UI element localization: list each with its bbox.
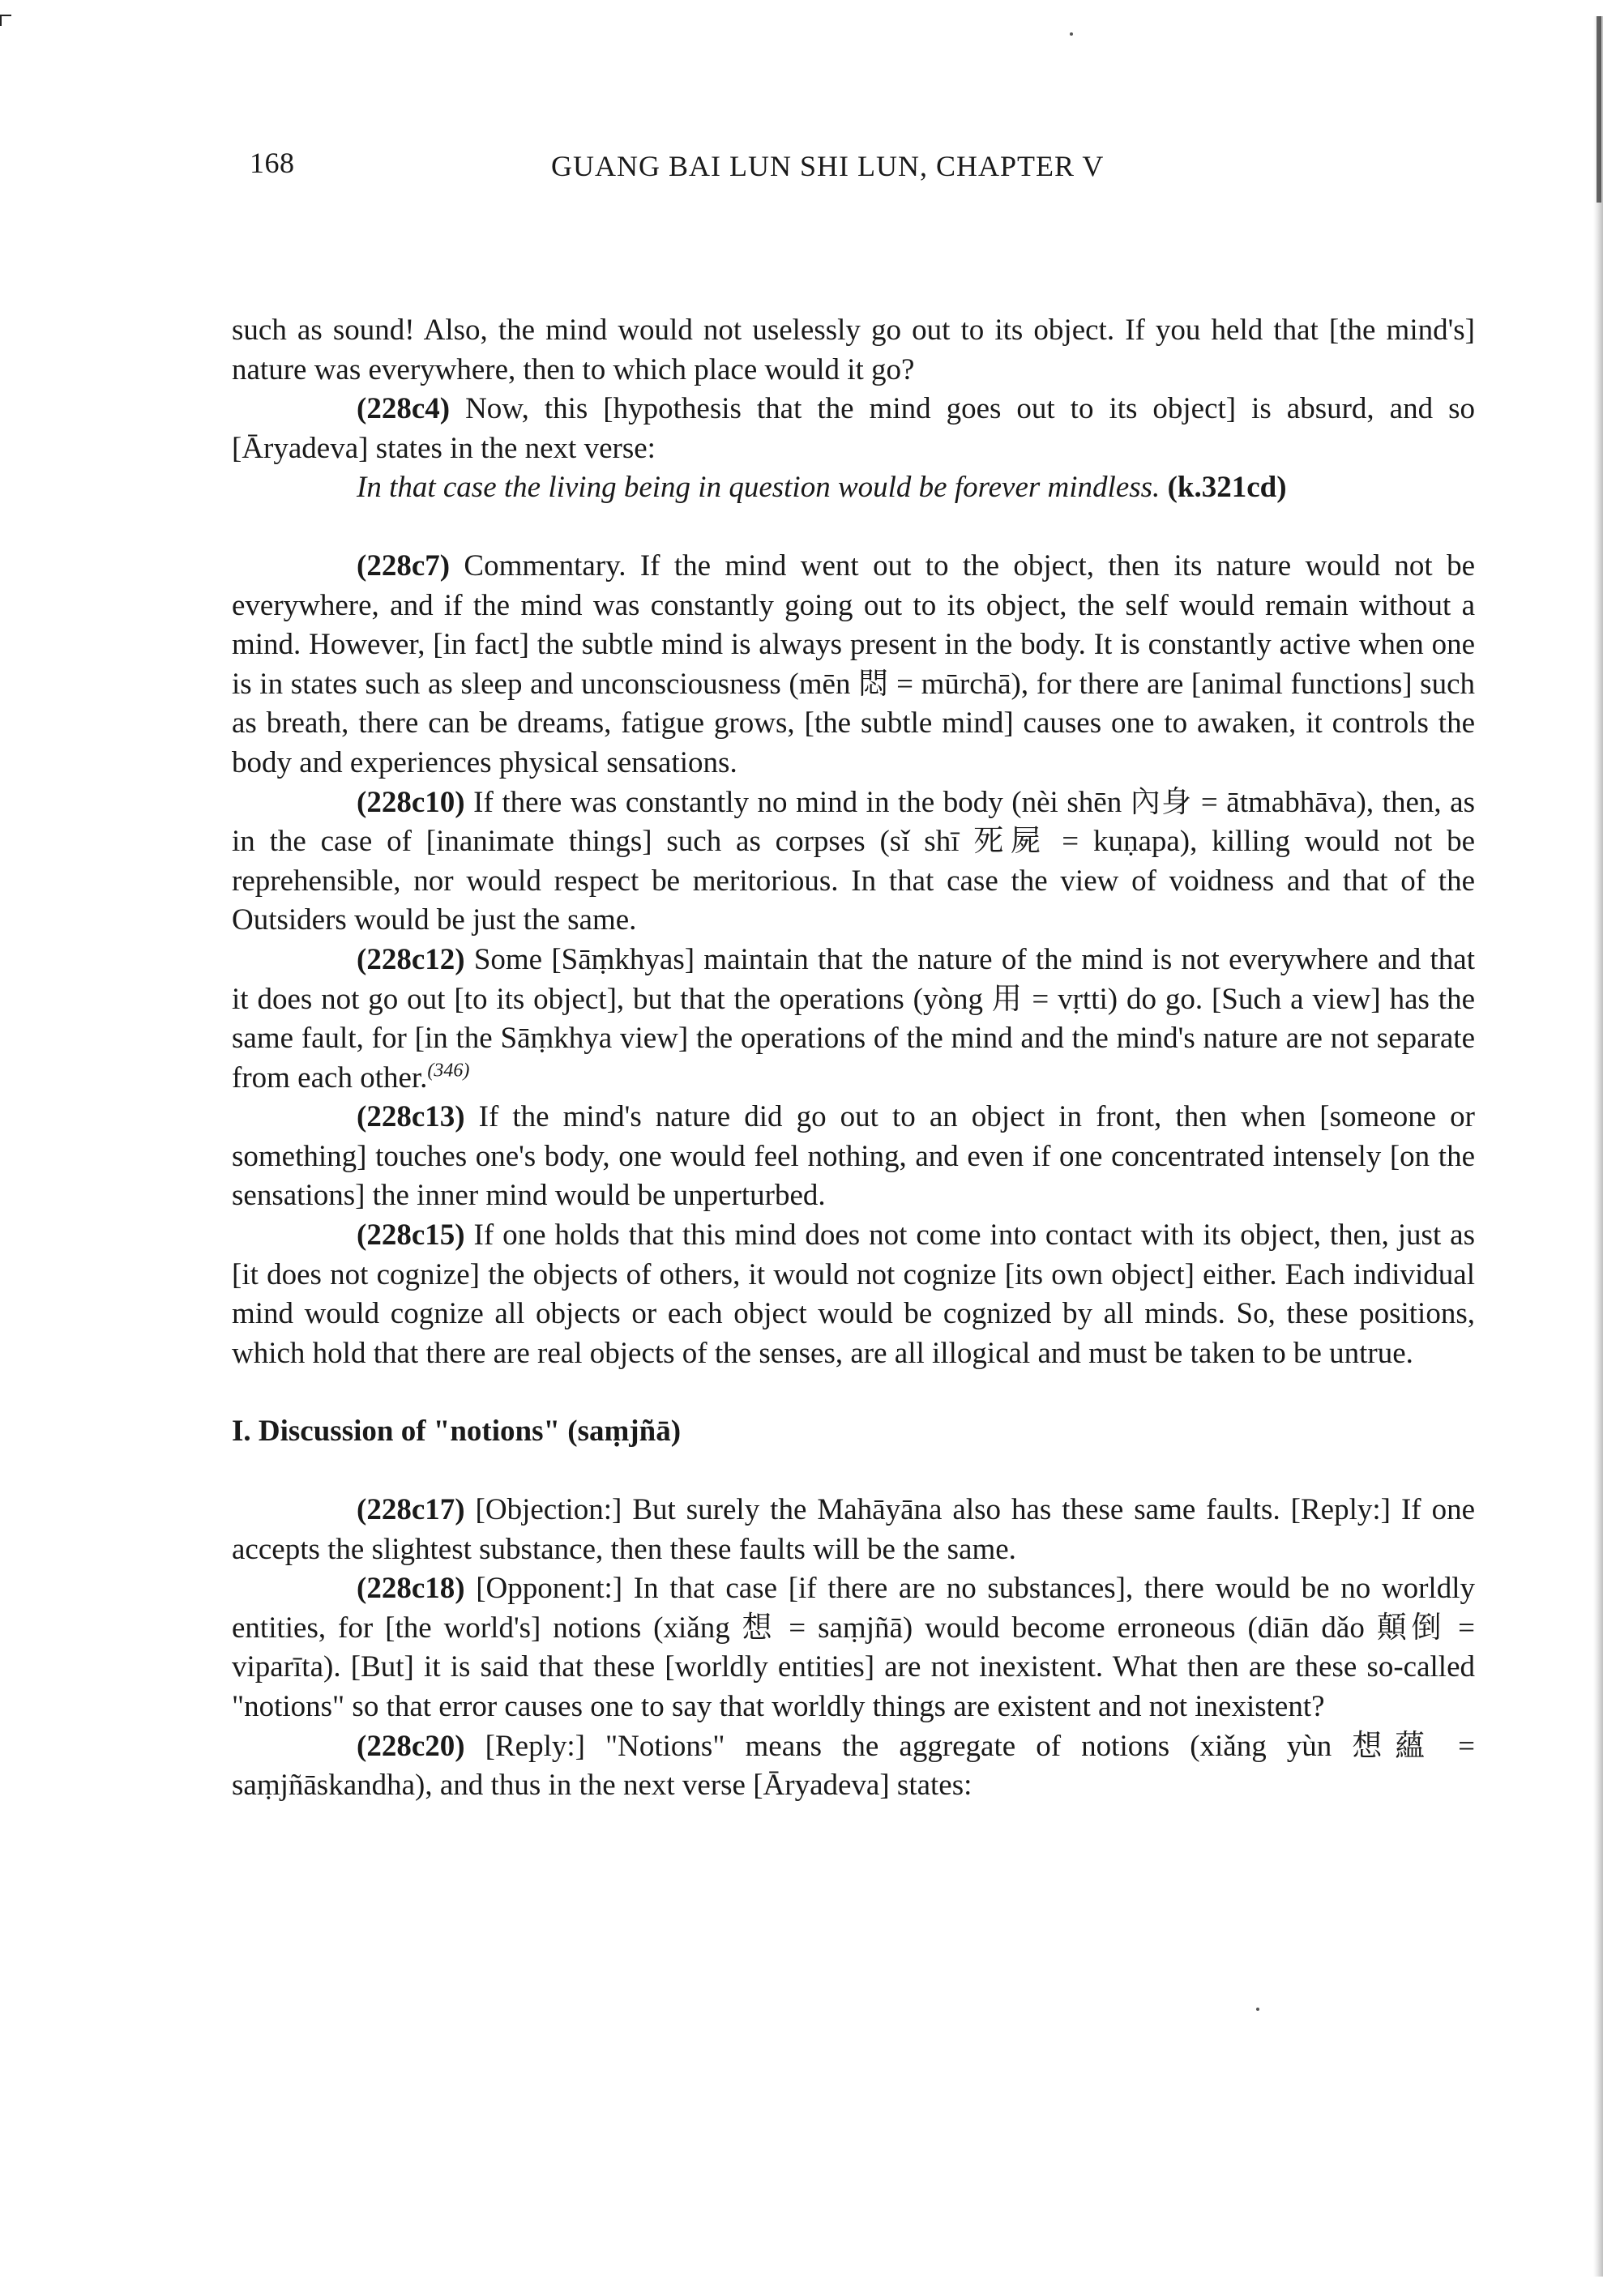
scan-edge-mark	[1597, 16, 1601, 203]
paragraph-228c15	[232, 1216, 1475, 1373]
paragraph-ref: (228c15)	[357, 1218, 465, 1253]
verse-text: In that case the living being in question would be forever mindless.	[357, 471, 1168, 505]
verse-ref: (k.321cd)	[1167, 471, 1287, 505]
paragraph-text: If there was constantly no mind in the body (nèi shēn 內身 = ātmabhāva), then, as in the case of [inanimate things] such as corpses (sǐ shī 死屍 = kuṇapa), killing would not be reprehensible, nor would respect be meritorious. In that case the view of voidness and that of the Outsiders would be just the same.	[232, 785, 1475, 937]
body-text	[232, 311, 1475, 1806]
spacer	[232, 1452, 1475, 1491]
page-number: 168	[250, 147, 295, 179]
paragraph-ref: (228c13)	[357, 1100, 465, 1134]
paragraph-228c4	[232, 390, 1475, 468]
section-heading: I. Discussion of "notions" (saṃjñā)	[232, 1415, 682, 1449]
paragraph-text: If one holds that this mind does not come into contact with its object, then, just as [it does not cognize] the objects of others, it would not cognize [its own object] either. Each individual mind would cognize all objects or each object would be cognized by all minds. So, these positions, which hold that there are real objects of the senses, are all illogical and must be taken to be untrue.	[232, 1218, 1475, 1370]
verse-quote	[232, 468, 1475, 508]
paragraph-ref: (228c7)	[357, 548, 451, 583]
paragraph-text: Some [Sāṃkhyas] maintain that the nature of the mind is not everywhere and that it does not go out [to its object], but that the operations (yòng 用 = vṛtti) do go. [Such a view] has the same fault, for [in the Sāṃkhya view] the operations of the mind and the mind's nature are not separate from each other.	[232, 942, 1475, 1095]
paragraph-228c10	[232, 783, 1475, 941]
paragraph-ref: (228c20)	[357, 1729, 465, 1763]
paragraph-text: [Reply:] "Notions" means the aggregate of notions (xiǎng yùn 想蘊 = saṃjñāskandha), and thus in the next verse [Āryadeva] states:	[232, 1729, 1475, 1803]
paragraph-228c12	[232, 941, 1475, 1098]
paragraph-text: If the mind's nature did go out to an object in front, then when [someone or something] touches one's body, one would feel nothing, and even if one concentrated intensely [on the sensations] the inner mind would be unperturbed.	[232, 1100, 1475, 1213]
paragraph-text: Commentary. If the mind went out to the object, then its nature would not be everywhere, and if the mind was constantly going out to its object, the self would remain without a mind. However, [in fact] the subtle mind is always present in the body. It is constantly active when one is in states such as sleep and unconsciousness (mēn 悶 = mūrchā), for there are [animal functions] such as breath, there can be dreams, fatigue grows, [the subtle mind] causes one to awaken, it controls the body and experiences physical sensations.	[232, 548, 1475, 779]
spacer	[232, 508, 1475, 547]
paragraph-ref: (228c12)	[357, 942, 465, 976]
scan-edge-shadow	[1593, 16, 1603, 2277]
paragraph-ref: (228c18)	[357, 1572, 465, 1606]
running-head: GUANG BAI LUN SHI LUN, CHAPTER V	[551, 150, 1105, 182]
page-header	[250, 146, 1219, 194]
paragraph-ref: (228c10)	[357, 785, 465, 819]
paragraph-228c20	[232, 1727, 1475, 1806]
paragraph-228c13	[232, 1098, 1475, 1216]
spacer	[232, 1373, 1475, 1412]
paragraph-ref: (228c4)	[357, 392, 451, 426]
paragraph-text: [Opponent:] In that case [if there are no substances], there would be no worldly entities, for [the world's] notions (xiǎng 想 = saṃjñā) would become erroneous (diān dǎo 顛倒 = viparīta). [But] it is said that these [worldly entities] are not inexistent. What then are these so-called "notions" so that error causes one to say that worldly things are existent and not inexistent?	[232, 1572, 1475, 1723]
paragraph-228c7	[232, 547, 1475, 783]
paragraph-ref: (228c17)	[357, 1493, 465, 1527]
scan-speck	[1256, 2008, 1259, 2011]
paragraph-text: [Objection:] But surely the Mahāyāna also has these same faults. [Reply:] If one accepts the slightest substance, then these faults will be the same.	[232, 1493, 1475, 1566]
paragraph-continued	[232, 311, 1475, 390]
paragraph-228c18	[232, 1569, 1475, 1726]
paragraph-text: such as sound! Also, the mind would not uselessly go out to its object. If you held that [the mind's] nature was everywhere, then to which place would it go?	[232, 314, 1475, 386]
paragraph-text: Now, this [hypothesis that the mind goes out to its object] is absurd, and so [Āryadeva] states in the next verse:	[232, 392, 1475, 465]
footnote-marker: (346)	[427, 1060, 470, 1082]
paragraph-228c17	[232, 1491, 1475, 1569]
scan-corner-mark	[0, 15, 11, 16]
scan-speck	[1070, 32, 1073, 36]
